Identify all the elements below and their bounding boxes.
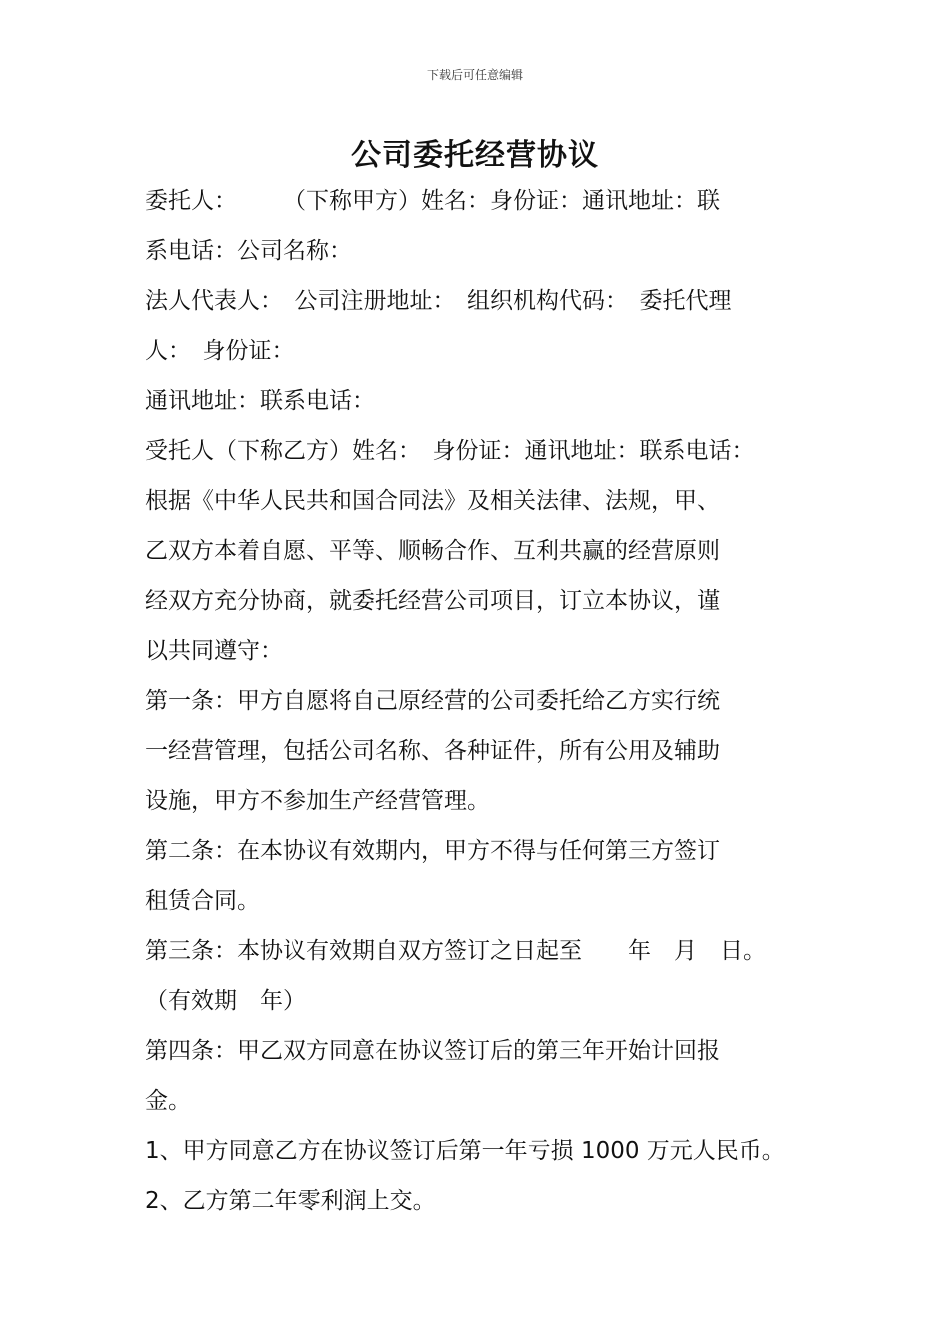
body-line: 经双方充分协商，就委托经营公司项目，订立本协议，谨 xyxy=(145,588,720,614)
document-body xyxy=(145,176,825,1226)
article-1-line: 设施，甲方不参加生产经营管理。 xyxy=(145,788,490,814)
document-title: 公司委托经营协议 xyxy=(351,138,599,173)
article-3-line: 第三条：本协议有效期自双方签订之日起至 年 月 日。 xyxy=(145,938,766,964)
article-4-line: 金。 xyxy=(145,1088,191,1114)
body-line: 通讯地址：联系电话： xyxy=(145,388,375,414)
body-line: 法人代表人： 公司注册地址： 组织机构代码： 委托代理 xyxy=(145,288,732,314)
body-line: 以共同遵守： xyxy=(145,638,283,664)
body-line: 系电话：公司名称： xyxy=(145,238,352,264)
body-line: 委托人： （下称甲方）姓名：身份证：通讯地址：联 xyxy=(145,188,720,214)
list-item-1: 1、甲方同意乙方在协议签订后第一年亏损 1000 万元人民币。 xyxy=(145,1138,785,1164)
article-2-line: 租赁合同。 xyxy=(145,888,260,914)
list-item-2: 2、乙方第二年零利润上交。 xyxy=(145,1188,436,1214)
article-3-line: （有效期 年） xyxy=(145,988,306,1014)
body-line: 受托人（下称乙方）姓名： 身份证：通讯地址：联系电话： xyxy=(145,438,755,464)
body-line: 人： 身份证： xyxy=(145,338,295,364)
body-line: 根据《中华人民共和国合同法》及相关法律、法规，甲、 xyxy=(145,488,720,514)
article-4-line: 第四条：甲乙双方同意在协议签订后的第三年开始计回报 xyxy=(145,1038,720,1064)
article-1-line: 一经营管理，包括公司名称、各种证件，所有公用及辅助 xyxy=(145,738,720,764)
article-1-line: 第一条：甲方自愿将自己原经营的公司委托给乙方实行统 xyxy=(145,688,720,714)
header-note: 下载后可任意编辑 xyxy=(426,68,523,82)
body-line: 乙双方本着自愿、平等、顺畅合作、互利共赢的经营原则 xyxy=(145,538,720,564)
article-2-line: 第二条：在本协议有效期内，甲方不得与任何第三方签订 xyxy=(145,838,720,864)
